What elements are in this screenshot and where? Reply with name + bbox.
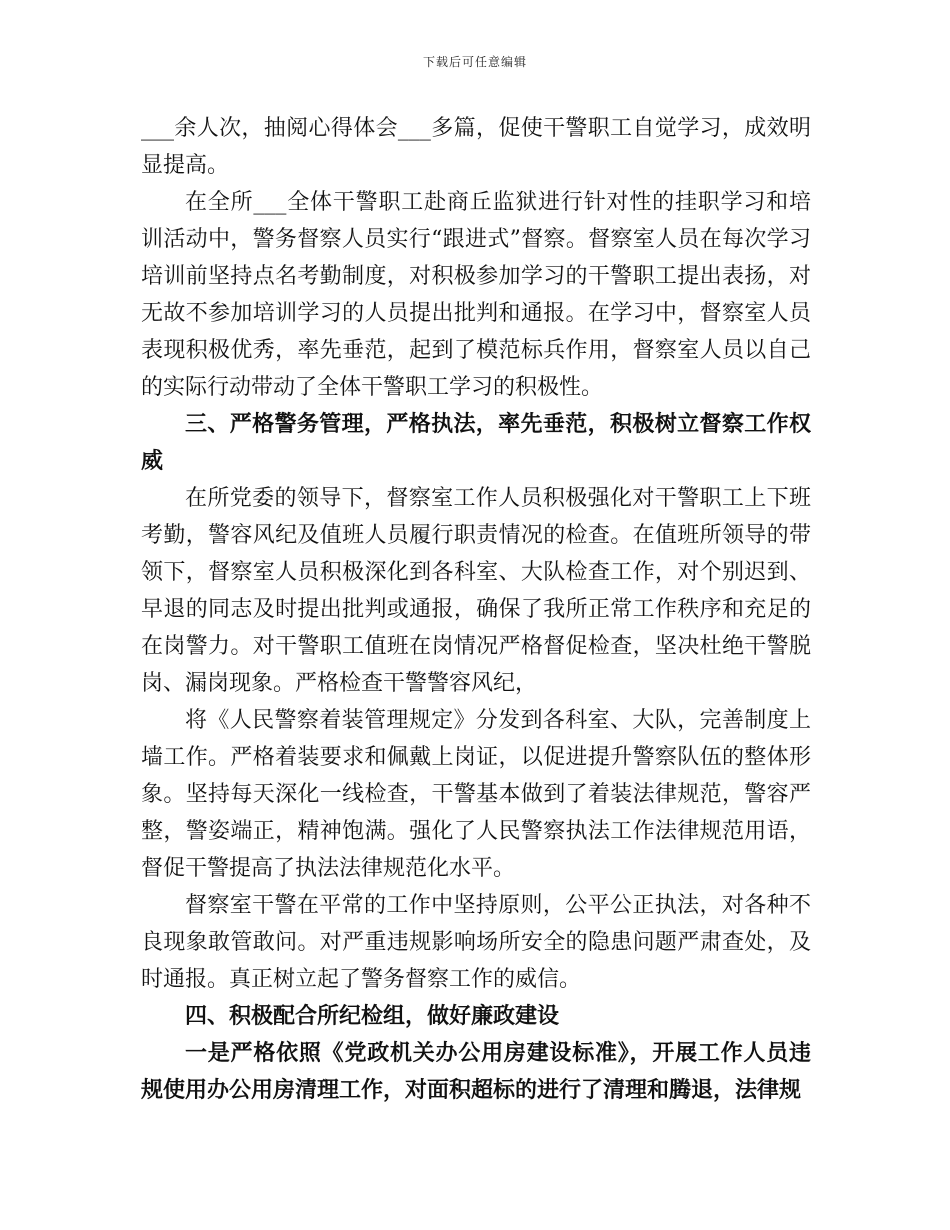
paragraph-8: 一是严格依照《党政机关办公用房建设标准》，开展工作人员违规使用办公用房清理工作，对面积超标的进行了清理和腾退，法律规 (141, 1040, 811, 1103)
paragraph-6: 督察室干警在平常的工作中坚持原则，公平公正执法，对各种不良现象敢管敢问。对严重违规影响场所安全的隐患问题严肃查处，及时通报。真正树立起了警务督察工作的威信。 (141, 893, 811, 992)
paragraph-5: 将《人民警察着装管理规定》分发到各科室、大队，完善制度上墙工作。严格着装要求和佩戴上岗证，以促进提升警察队伍的整体形象。坚持每天深化一线检查，干警基本做到了着装法律规范，警容严整，警姿端正，精神饱满。强化了人民警察执法工作法律规范用语，督促干警提高了执法法律规范化水平。 (141, 708, 811, 881)
section-heading-4: 四、积极配合所纪检组，做好廉政建设 (185, 1003, 560, 1029)
paragraph-4: 在所党委的领导下，督察室工作人员积极强化对干警职工上下班考勤，警容风纪及值班人员履行职责情况的检查。在值班所领导的带领下，督察室人员积极深化到各科室、大队检查工作，对个别迟到、早退的同志及时提出批判或通报，确保了我所正常工作秩序和充足的在岗警力。对干警职工值班在岗情况严格督促检查，坚决杜绝干警脱岗、漏岗现象。严格检查干警警容风纪， (141, 486, 811, 696)
paragraph-2: 在全所___全体干警职工赴商丘监狱进行针对性的挂职学习和培训活动中，警务督察人员实行“跟进式”督察。督察室人员在每次学习培训前坚持点名考勤制度，对积极参加学习的干警职工提出表扬，对无故不参加培训学习的人员提出批判和通报。在学习中，督察室人员表现积极优秀，率先垂范，起到了模范标兵作用，督察室人员以自己的实际行动带动了全体干警职工学习的积极性。 (141, 190, 811, 400)
document-body (141, 110, 811, 1109)
page-header: 下载后可任意编辑 (422, 55, 527, 69)
section-heading-3: 三、严格警务管理，严格执法，率先垂范，积极树立督察工作权威 (141, 411, 811, 474)
paragraph-1: ___余人次，抽阅心得体会___多篇，促使干警职工自觉学习，成效明显提高。 (141, 116, 811, 178)
